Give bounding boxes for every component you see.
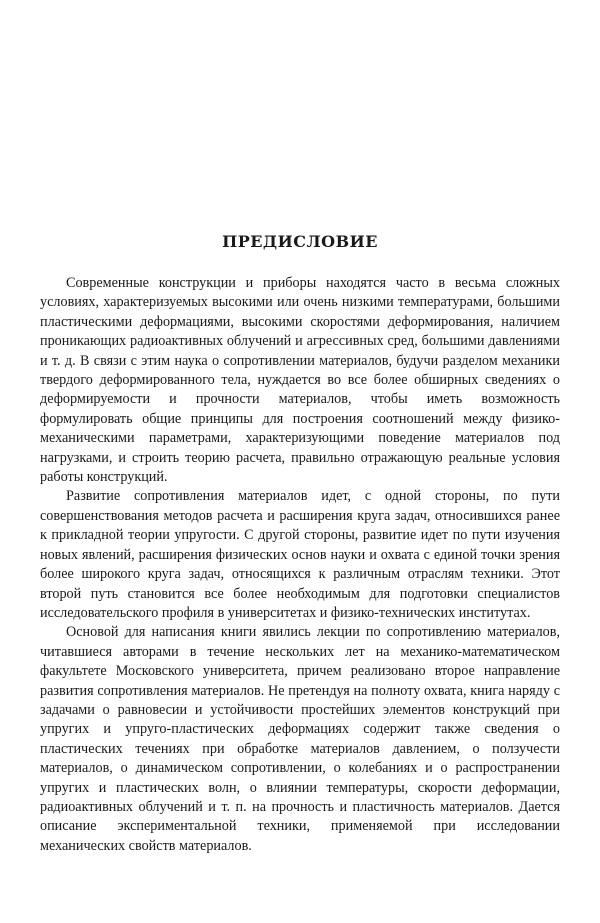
paragraph-1: Современные конструкции и приборы находятся часто в весьма сложных условиях, характеризуемых высокими или очень низкими температурами, большими пластическими деформациями, высокими скоростями деформирования, наличием проникающих радиоактивных облучений и агрессивных сред, большими давлениями и т. д. В связи с этим наука о сопротивлении материалов, будучи разделом механики твердого деформированного тела, нуждается во все более обширных сведениях о деформируемости и прочности материалов, чтобы иметь возможность формулировать общие принципы для построения соотношений между физико-механическими параметрами, характеризующими поведение материалов под нагрузками, и строить теорию расчета, правильно отражающую реальные условия работы конструкций. (40, 275, 560, 486)
preface-body (40, 274, 560, 856)
paragraph-3: Основой для написания книги явились лекции по сопротивлению материалов, читавшиеся авторами в течение нескольких лет на механико-математическом факультете Московского университета, причем реализовано второе направление развития сопротивления материалов. Не претендуя на полноту охвата, книга наряду с задачами о равновесии и устойчивости простейших элементов конструкций при упругих и упруго-пластических деформациях содержит также сведения о пластических течениях при обработке материалов давлением, о ползучести материалов, о динамическом сопротивлении, о колебаниях и о распространении упругих и пластических волн, о влиянии температуры, скорости деформации, радиоактивных облучений и т. п. на прочность и пластичность материалов. Дается описание экспериментальной техники, применяемой при исследовании механических свойств материалов. (40, 624, 560, 854)
page-title: ПРЕДИСЛОВИЕ (222, 232, 378, 251)
paragraph-2: Развитие сопротивления материалов идет, с одной стороны, по пути совершенствования методов расчета и расширения круга задач, относившихся ранее к прикладной теории упругости. С другой стороны, развитие идет по пути изучения новых явлений, расширения физических основ науки и охвата с единой точки зрения более широкого круга задач, относящихся к различным отраслям техники. Этот второй путь становится все более необходимым для подготовки специалистов исследовательского профиля в университетах и физико-технических институтах. (40, 488, 560, 621)
